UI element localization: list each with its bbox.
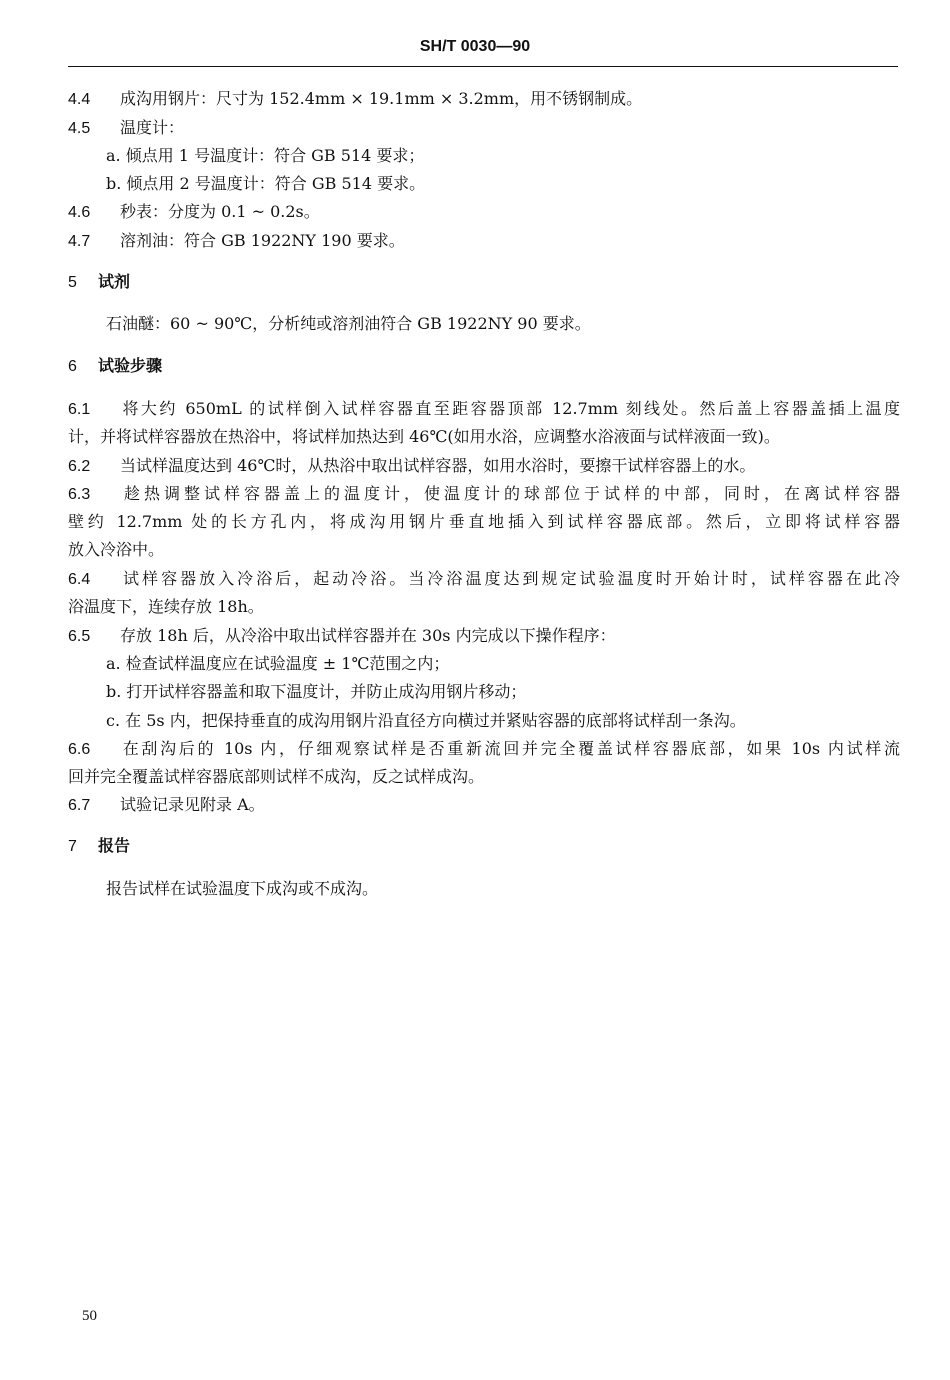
clause-number: 6.1 — [68, 401, 91, 418]
clause-6-4-line-2: 浴温度下，连续存放 18h。 — [68, 597, 264, 616]
clause-4-7 — [68, 231, 900, 252]
clause-text: 秒表：分度为 0.1 ~ 0.2s。 — [120, 202, 320, 221]
section-5-text: 石油醚：60 ~ 90℃，分析纯或溶剂油符合 GB 1922NY 90 要求。 — [106, 314, 591, 333]
section-number: 7 — [68, 838, 77, 855]
clause-text: 趁热调整试样容器盖上的温度计，使温度计的球部位于试样的中部，同时，在离试样容器 — [120, 484, 900, 503]
section-title: 试验步骤 — [98, 356, 163, 375]
section-7-text: 报告试样在试验温度下成沟或不成沟。 — [106, 879, 379, 898]
clause-6-3-line-3: 放入冷浴中。 — [68, 540, 165, 559]
clause-4-5-a: a. 倾点用 1 号温度计：符合 GB 514 要求； — [106, 146, 425, 165]
clause-text: 试验记录见附录 A。 — [120, 795, 265, 814]
standard-code-header: SH/T 0030—90 — [419, 38, 531, 55]
clause-text: 成沟用钢片：尺寸为 152.4mm × 19.1mm × 3.2mm，用不锈钢制成。 — [120, 89, 643, 108]
clause-text: 存放 18h 后，从冷浴中取出试样容器并在 30s 内完成以下操作程序： — [120, 626, 616, 645]
clause-4-6 — [68, 202, 900, 223]
clause-6-5-a: a. 检查试样温度应在试验温度 ± 1℃范围之内； — [106, 654, 450, 673]
clause-4-5-b: b. 倾点用 2 号温度计：符合 GB 514 要求。 — [106, 174, 426, 193]
section-number: 6 — [68, 358, 77, 375]
header-rule — [68, 66, 898, 67]
clause-number: 6.5 — [68, 628, 91, 645]
clause-6-5 — [68, 626, 900, 647]
clause-text: 溶剂油：符合 GB 1922NY 190 要求。 — [120, 231, 405, 250]
clause-text: 在刮沟后的 10s 内，仔细观察试样是否重新流回并完全覆盖试样容器底部，如果 10s 内试样流 — [120, 739, 900, 758]
clause-number: 4.4 — [68, 91, 91, 108]
section-6-heading — [68, 356, 900, 377]
clause-text: 将大约 650mL 的试样倒入试样容器直至距容器顶部 12.7mm 刻线处。然后盖上容器盖插上温度 — [120, 399, 900, 418]
clause-text: 当试样温度达到 46℃时，从热浴中取出试样容器，如用水浴时，要擦干试样容器上的水。 — [120, 456, 756, 475]
clause-6-2 — [68, 456, 900, 477]
clause-number: 4.6 — [68, 204, 91, 221]
clause-number: 6.6 — [68, 741, 91, 758]
clause-number: 6.2 — [68, 458, 91, 475]
clause-6-3-line-2: 壁约 12.7mm 处的长方孔内，将成沟用钢片垂直地插入到试样容器底部。然后，立即将试样容器 — [68, 512, 900, 531]
clause-6-5-b: b. 打开试样容器盖和取下温度计，并防止成沟用钢片移动； — [106, 682, 527, 701]
section-title: 报告 — [98, 836, 131, 855]
clause-6-7 — [68, 795, 900, 816]
section-7-heading — [68, 836, 900, 857]
clause-number: 6.3 — [68, 486, 91, 503]
clause-6-1-line-2: 计，并将试样容器放在热浴中，将试样加热达到 46℃(如用水浴，应调整水浴液面与试样液面一致)。 — [68, 427, 780, 446]
clause-6-4-line-1 — [68, 569, 900, 590]
clause-number: 4.7 — [68, 233, 91, 250]
clause-4-4 — [68, 89, 900, 110]
section-title: 试剂 — [98, 272, 131, 291]
clause-number: 6.7 — [68, 797, 91, 814]
section-number: 5 — [68, 274, 77, 291]
section-5-heading — [68, 272, 900, 293]
clause-number: 6.4 — [68, 571, 91, 588]
clause-number: 4.5 — [68, 120, 91, 137]
clause-6-5-c: c. 在 5s 内，把保持垂直的成沟用钢片沿直径方向横过并紧贴容器的底部将试样刮一条沟。 — [106, 711, 746, 730]
clause-6-1-line-1 — [68, 399, 900, 420]
clause-4-5 — [68, 118, 900, 139]
page-number: 50 — [82, 1308, 97, 1324]
clause-text: 温度计： — [120, 118, 185, 137]
clause-text: 试样容器放入冷浴后，起动冷浴。当冷浴温度达到规定试验温度时开始计时，试样容器在此冷 — [120, 569, 900, 588]
clause-6-3-line-1 — [68, 484, 900, 505]
clause-6-6-line-2: 回并完全覆盖试样容器底部则试样不成沟，反之试样成沟。 — [68, 767, 485, 786]
clause-6-6-line-1 — [68, 739, 900, 760]
